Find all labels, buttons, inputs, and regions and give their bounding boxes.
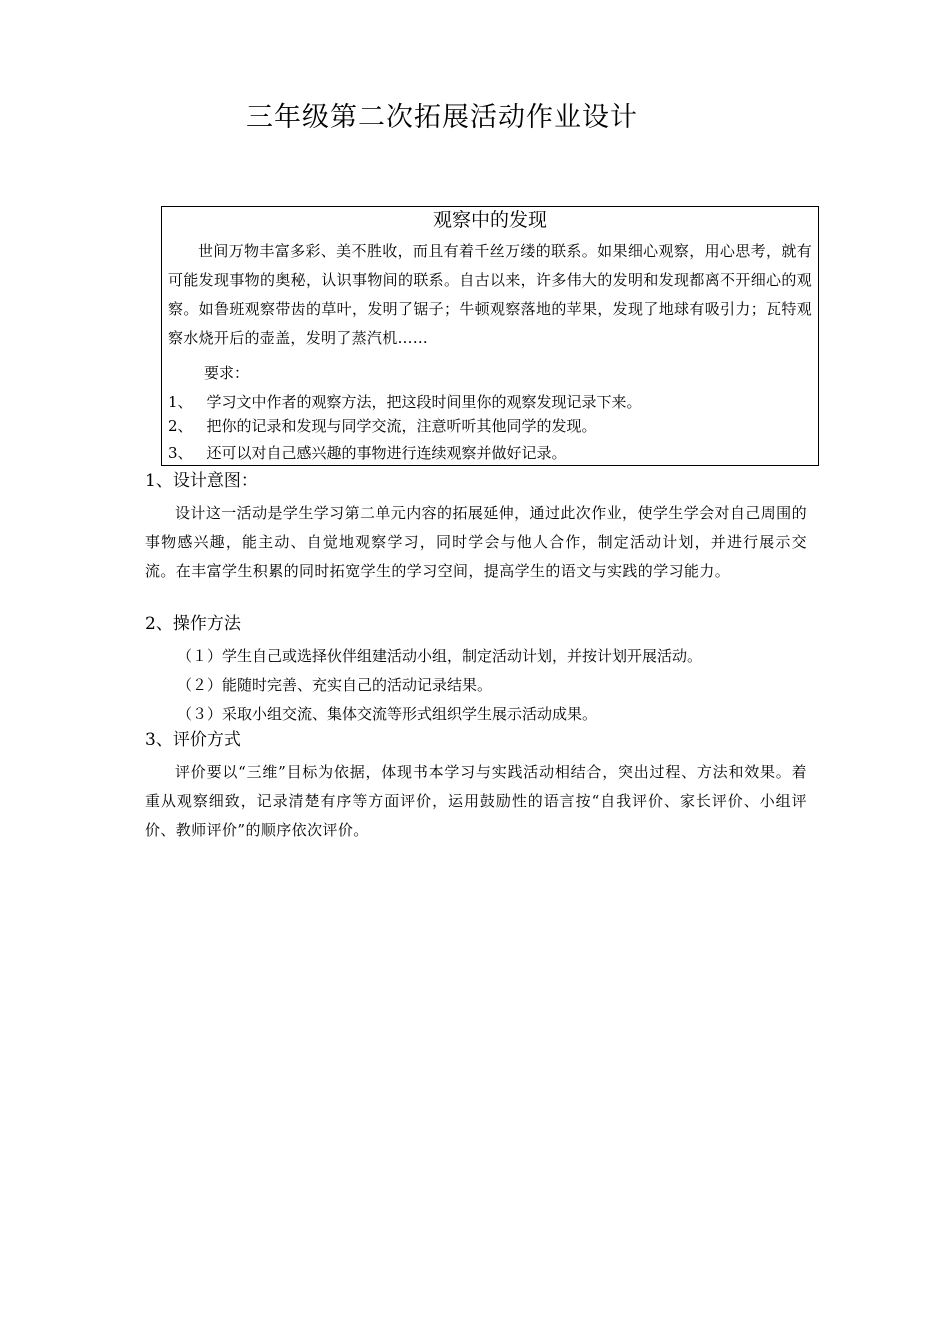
requirement-number: 2、 <box>168 417 193 435</box>
activity-box-paragraph: 世间万物丰富多彩、美不胜收，而且有着千丝万缕的联系。如果细心观察，用心思考，就有可能发现事物的奥秘，认识事物间的联系。自古以来，许多伟大的发明和发现都离不开细心的观察。如鲁班观察带齿的草叶，发明了锯子；牛顿观察落地的苹果，发现了地球有吸引力；瓦特观察水烧开后的壶盖，发明了蒸汽机…… <box>168 242 812 347</box>
requirement-number: 1、 <box>168 393 193 411</box>
design-intent-heading: 1、设计意图： <box>145 471 258 491</box>
operation-step: （３）采取小组交流、集体交流等形式组织学生展示活动成果。 <box>177 705 598 723</box>
evaluation-heading: 3、评价方式 <box>145 730 241 750</box>
evaluation-text: 评价要以“三维”目标为依据，体现书本学习与实践活动相结合，突出过程、方法和效果。着重从观察细致，记录清楚有序等方面评价，运用鼓励性的语言按“自我评价、家长评价、小组评价、教师评价”的顺序依次评价。 <box>145 763 807 839</box>
operation-step: （２）能随时完善、充实自己的活动记录结果。 <box>177 676 493 694</box>
requirement-number: 3、 <box>168 444 193 462</box>
requirement-item <box>168 412 597 441</box>
operation-heading: 2、操作方法 <box>145 614 241 634</box>
design-intent-text: 设计这一活动是学生学习第二单元内容的拓展延伸，通过此次作业，使学生学会对自己周围的事物感兴趣，能主动、自觉地观察学习，同时学会与他人合作，制定活动计划，并进行展示交流。在丰富学生积累的同时拓宽学生的学习空间，提高学生的语文与实践的学习能力。 <box>145 504 807 580</box>
requirement-item <box>168 439 567 468</box>
operation-step: （１）学生自己或选择伙伴组建活动小组，制定活动计划，并按计划开展活动。 <box>177 647 703 665</box>
activity-box-heading: 观察中的发现 <box>432 209 547 231</box>
activity-box <box>161 206 819 466</box>
requirement-text: 把你的记录和发现与同学交流，注意听听其他同学的发现。 <box>206 417 597 435</box>
requirements-label: 要求： <box>204 364 250 382</box>
requirement-text: 还可以对自己感兴趣的事物进行连续观察并做好记录。 <box>206 444 567 462</box>
requirement-text: 学习文中作者的观察方法，把这段时间里你的观察发现记录下来。 <box>206 393 642 411</box>
document-title: 三年级第二次拓展活动作业设计 <box>246 102 638 133</box>
